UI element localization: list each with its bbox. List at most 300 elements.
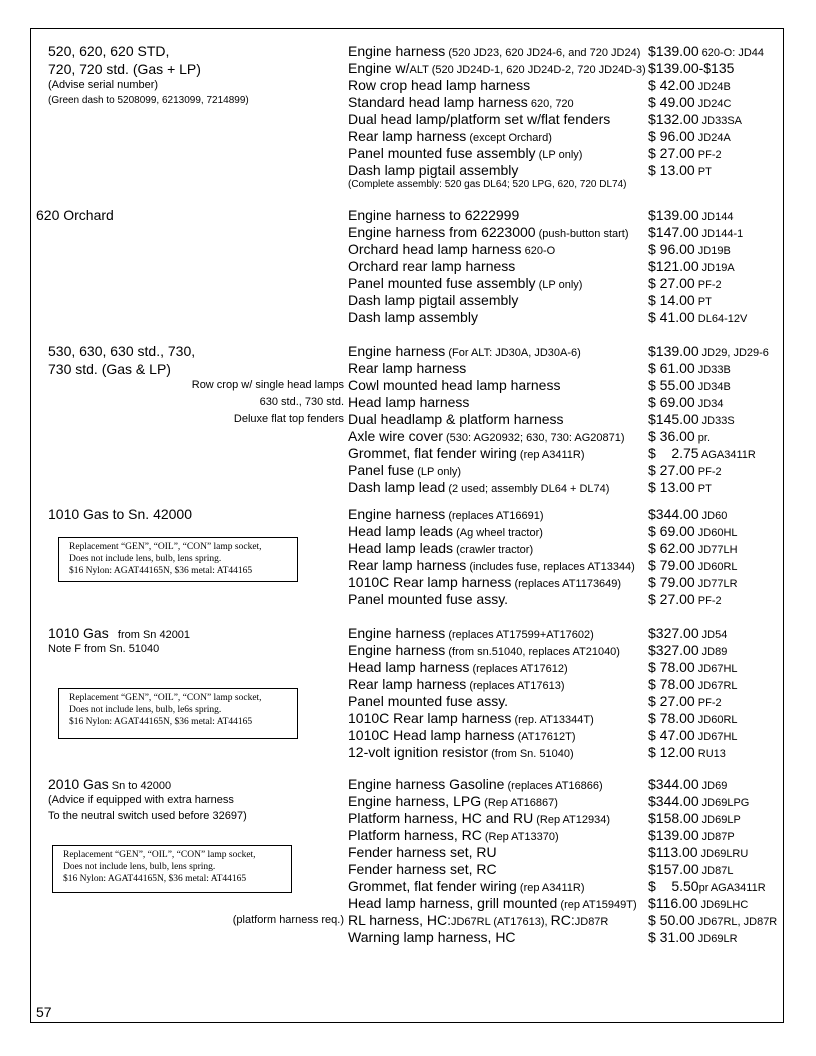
- section-label: (Green dash to 5208099, 6213099, 7214899): [48, 95, 249, 106]
- item-row: [348, 879, 585, 894]
- price-value: $ 96.00: [648, 128, 695, 144]
- item-price: [648, 378, 731, 393]
- item-note: (replaces AT1173649): [511, 578, 622, 590]
- item-name: Head lamp harness: [348, 659, 470, 675]
- part-code: JD33B: [694, 364, 731, 376]
- item-price: [648, 711, 738, 726]
- part-code: JD144-1: [698, 228, 744, 240]
- item-price: [648, 480, 712, 495]
- item-note: (2 used; assembly DL64 + DL74): [445, 483, 610, 495]
- item-note: (For ALT: JD30A, JD30A-6): [445, 347, 581, 359]
- item-price: [648, 643, 727, 658]
- item-row: [348, 862, 497, 876]
- replacement-note-line: Does not include lens, bulb, lens spring.: [63, 862, 216, 872]
- part-code: PT: [694, 483, 712, 495]
- price-value: $ 78.00: [648, 676, 695, 692]
- item-price: [648, 913, 777, 928]
- side-note: Deluxe flat top fenders: [233, 413, 344, 425]
- price-value: $ 36.00: [648, 428, 695, 444]
- replacement-note-line: Replacement “GEN”, “OIL”, “CON” lamp socket,: [63, 850, 256, 860]
- item-name: Orchard rear lamp harness: [348, 258, 516, 274]
- item-row: [348, 276, 582, 291]
- price-value: $ 47.00: [648, 727, 695, 743]
- part-code: PF-2: [694, 697, 722, 709]
- replacement-note-box: [58, 537, 298, 582]
- part-code: JD19B: [694, 245, 731, 257]
- price-value: $ 27.00: [648, 693, 695, 709]
- item-name: Dual head lamp/platform set w/flat fenders: [348, 111, 611, 127]
- item-note: (except Orchard): [466, 132, 552, 144]
- item-price: [648, 129, 731, 144]
- part-code: JD67RL: [694, 680, 738, 692]
- item-row: [348, 163, 518, 177]
- item-name: 1010C Head lamp harness: [348, 727, 515, 743]
- part-code: JD69LHC: [697, 899, 749, 911]
- item-row: [348, 558, 635, 573]
- item-name: Engine harness: [348, 43, 446, 59]
- part-code: JD77LR: [694, 578, 738, 590]
- item-row: [348, 480, 609, 495]
- item-price: [648, 862, 733, 877]
- part-code: JD60RL: [694, 561, 738, 573]
- item-note: 620, 720: [527, 98, 574, 110]
- price-value: $139.00: [648, 43, 699, 59]
- item-price: [648, 242, 731, 257]
- item-name: Orchard head lamp harness: [348, 241, 522, 257]
- item-name: 12-volt ignition resistor: [348, 744, 489, 760]
- item-note: (Ag wheel tractor): [453, 527, 543, 539]
- item-price: [648, 44, 764, 59]
- price-value: $ 27.00: [648, 275, 695, 291]
- item-row: [348, 592, 508, 606]
- price-value: $113.00: [648, 844, 698, 860]
- part-code: JD34: [694, 398, 724, 410]
- item-row: [348, 626, 594, 641]
- price-value: $344.00: [648, 506, 699, 522]
- item-price: [648, 412, 735, 427]
- item-note: (rep. AT13344T): [511, 714, 594, 726]
- price-value: $ 96.00: [648, 241, 695, 257]
- replacement-note-line: $16 Nylon: AGAT44165N, $36 metal: AT44165: [69, 717, 253, 727]
- item-price: [648, 259, 735, 274]
- price-value: $ 31.00: [648, 929, 695, 945]
- item-name: Engine harness from 6223000: [348, 224, 536, 240]
- item-note: (replaces AT17612): [469, 663, 568, 675]
- item-name: Platform harness, RC: [348, 827, 482, 843]
- item-name: Head lamp leads: [348, 540, 454, 556]
- item-note: (replaces AT17613): [466, 680, 565, 692]
- item-price: [648, 592, 722, 607]
- item-row: [348, 429, 625, 444]
- part-code: JD24C: [694, 98, 732, 110]
- item-price: [648, 429, 710, 444]
- item-note: (Rep AT13370): [481, 831, 559, 843]
- part-code: RU13: [694, 748, 726, 760]
- side-note: 630 std., 730 std.: [259, 396, 344, 408]
- item-price: [648, 828, 735, 843]
- part-code: 620-O: JD44: [698, 47, 765, 59]
- price-value: $ 13.00: [648, 479, 695, 495]
- part-code: JD24A: [694, 132, 731, 144]
- item-note: (520 JD23, 620 JD24-6, and 720 JD24): [445, 47, 641, 59]
- item-row: [348, 794, 558, 809]
- item-name: Cowl mounted head lamp harness: [348, 377, 561, 393]
- item-price: [648, 541, 738, 556]
- price-value: $ 2.75: [648, 445, 699, 461]
- item-name: Dash lamp lead: [348, 479, 446, 495]
- side-note: Row crop w/ single head lamps: [191, 379, 344, 391]
- part-code: JD67HL: [694, 731, 738, 743]
- item-name: Fender harness set, RU: [348, 844, 497, 860]
- part-code: JD144: [698, 211, 734, 223]
- item-note: (push-button start): [535, 228, 629, 240]
- item-name: Panel mounted fuse assy.: [348, 693, 509, 709]
- item-price: [648, 896, 748, 911]
- item-row: [348, 463, 461, 478]
- item-name: Fender harness set, RC: [348, 861, 497, 877]
- replacement-note-line: Does not include lens, bulb, lens spring.: [69, 554, 222, 564]
- item-note: (LP only): [535, 149, 583, 161]
- item-price: [648, 208, 733, 223]
- item-name: Engine harness: [348, 625, 446, 641]
- item-row: [348, 44, 640, 59]
- part-code: JD29, JD29-6: [698, 347, 769, 359]
- price-value: $139.00: [648, 207, 699, 223]
- item-name: RL harness, HC:: [348, 912, 451, 928]
- item-note: (rep A3411R): [516, 449, 585, 461]
- item-note: (replaces AT16691): [445, 510, 544, 522]
- price-value: $ 50.00: [648, 912, 695, 928]
- part-code: JD69LRU: [697, 848, 749, 860]
- item-row: [348, 259, 515, 273]
- item-price: [648, 310, 747, 325]
- item-row: [348, 208, 519, 222]
- item-row: [348, 112, 610, 126]
- item-row: [348, 575, 621, 590]
- part-code: JD33S: [698, 415, 735, 427]
- price-value: $139.00-$135: [648, 60, 735, 76]
- item-row: [348, 660, 568, 675]
- item-note: (530: AG20932; 630, 730: AG20871): [442, 432, 625, 444]
- item-price: [648, 446, 756, 461]
- part-code: JD69LPG: [698, 797, 750, 809]
- item-row: [348, 845, 497, 859]
- price-value: $139.00: [648, 343, 699, 359]
- item-note: JD87R: [574, 916, 609, 928]
- item-price: [648, 728, 738, 743]
- item-name: Row crop head lamp harness: [348, 77, 531, 93]
- item-price: [648, 811, 741, 826]
- item-name: Grommet, flat fender wiring: [348, 445, 517, 461]
- item-name: Head lamp harness, grill mounted: [348, 895, 558, 911]
- item-name: Dash lamp assembly: [348, 309, 478, 325]
- side-note: (platform harness req.): [232, 914, 344, 926]
- item-price: [648, 225, 743, 240]
- section-label-suffix: from Sn 42001: [108, 629, 191, 641]
- price-value: $121.00: [648, 258, 699, 274]
- item-price: [648, 146, 722, 161]
- item-name: Standard head lamp harness: [348, 94, 528, 110]
- item-price: [648, 344, 769, 359]
- item-row: [348, 896, 637, 911]
- item-row: [348, 344, 581, 359]
- replacement-note-line: $16 Nylon: AGAT44165N, $36 metal: AT44165: [69, 566, 253, 576]
- item-name: Head lamp leads: [348, 523, 454, 539]
- replacement-note-line: Does not include lens, bulb, le6s spring.: [69, 705, 222, 715]
- page-number: 57: [36, 1004, 52, 1020]
- item-price: [648, 524, 738, 539]
- item-row: [348, 694, 508, 708]
- item-note: (rep AT15949T): [557, 899, 637, 911]
- price-value: $ 27.00: [648, 145, 695, 161]
- part-code: pr AGA3411R: [698, 882, 766, 894]
- part-code: PT: [694, 166, 712, 178]
- price-value: $ 79.00: [648, 557, 695, 573]
- price-value: $158.00: [648, 810, 699, 826]
- item-row: [348, 242, 555, 257]
- item-row: [348, 541, 533, 556]
- price-value: $ 69.00: [648, 523, 695, 539]
- price-value: $ 69.00: [648, 394, 695, 410]
- item-row: [348, 711, 594, 726]
- price-value: $ 14.00: [648, 292, 695, 308]
- item-name: Panel mounted fuse assembly: [348, 145, 536, 161]
- price-value: $327.00: [648, 642, 699, 658]
- part-code: JD69: [698, 780, 728, 792]
- item-name: Head lamp harness: [348, 394, 470, 410]
- price-value: $ 78.00: [648, 710, 695, 726]
- part-code: JD87P: [698, 831, 735, 843]
- item-name: Dual headlamp & platform harness: [348, 411, 564, 427]
- price-value: $344.00: [648, 776, 699, 792]
- item-price: [648, 794, 749, 809]
- item-name: Rear lamp harness: [348, 360, 467, 376]
- section-label: 620 Orchard: [36, 207, 114, 223]
- item-name: Engine harness, LPG: [348, 793, 482, 809]
- item-name: Engine w/: [348, 60, 410, 76]
- item-row: [348, 146, 582, 161]
- item-price: [648, 745, 726, 760]
- item-price: [648, 694, 722, 709]
- price-value: $ 27.00: [648, 591, 695, 607]
- part-code: PF-2: [694, 595, 722, 607]
- item-price: [648, 677, 738, 692]
- price-value: $145.00: [648, 411, 699, 427]
- price-value: $ 41.00: [648, 309, 695, 325]
- item-row: [348, 828, 559, 843]
- item-price: [648, 78, 731, 93]
- item-name: RC:: [550, 912, 575, 928]
- part-code: JD24B: [694, 81, 731, 93]
- item-price: [648, 558, 738, 573]
- item-row: [348, 78, 530, 92]
- price-value: $ 5.50: [648, 878, 699, 894]
- item-price: [648, 507, 727, 522]
- part-code: PT: [694, 296, 712, 308]
- item-note: (includes fuse, replaces AT13344): [466, 561, 635, 573]
- replacement-note-line: $16 Nylon: AGAT44165N, $36 metal: AT44165: [63, 874, 247, 884]
- price-value: $147.00: [648, 224, 699, 240]
- item-name: Rear lamp harness: [348, 128, 467, 144]
- item-note: (rep A3411R): [516, 882, 585, 894]
- price-value: $ 78.00: [648, 659, 695, 675]
- item-row: [348, 777, 603, 792]
- section-label: 530, 630, 630 std., 730,: [48, 343, 196, 359]
- item-price: [648, 276, 722, 291]
- part-code: JD89: [698, 646, 728, 658]
- item-note: (AT17612T): [514, 731, 576, 743]
- item-row: [348, 225, 629, 240]
- item-note: (replaces AT17599+AT17602): [445, 629, 594, 641]
- item-row: [348, 745, 574, 760]
- part-code: PF-2: [694, 149, 722, 161]
- section-label: 1010 Gas to Sn. 42000: [48, 506, 192, 522]
- price-value: $ 79.00: [648, 574, 695, 590]
- item-price: [648, 575, 738, 590]
- item-price: [648, 112, 742, 127]
- item-row: [348, 361, 466, 375]
- part-code: JD60HL: [694, 527, 738, 539]
- price-value: $ 42.00: [648, 77, 695, 93]
- price-value: $ 62.00: [648, 540, 695, 556]
- item-price: [648, 777, 727, 792]
- replacement-note-line: Replacement “GEN”, “OIL”, “CON” lamp socket,: [69, 693, 262, 703]
- item-note: ALT (520 JD24D-1, 620 JD24D-2, 720 JD24D-3): [409, 64, 646, 76]
- section-label: 520, 620, 620 STD,: [48, 43, 170, 59]
- item-note: (from sn.51040, replaces AT21040): [445, 646, 620, 658]
- part-code: pr.: [694, 432, 711, 444]
- price-value: $327.00: [648, 625, 699, 641]
- item-row: [348, 677, 565, 692]
- item-price: [648, 395, 723, 410]
- item-row: [348, 378, 560, 392]
- item-name: Grommet, flat fender wiring: [348, 878, 517, 894]
- replacement-note-box: [52, 845, 292, 893]
- section-label: 2010 Gas Sn to 42000: [48, 776, 172, 792]
- price-value: $ 12.00: [648, 744, 695, 760]
- price-value: $157.00: [648, 861, 699, 877]
- price-value: $ 49.00: [648, 94, 695, 110]
- item-row: [348, 643, 620, 658]
- part-code: PF-2: [694, 279, 722, 291]
- item-price: [648, 660, 738, 675]
- item-name: Rear lamp harness: [348, 676, 467, 692]
- item-row: [348, 728, 575, 743]
- item-price: [648, 95, 731, 110]
- part-code: DL64-12V: [694, 313, 748, 325]
- item-row: [348, 395, 469, 409]
- item-name: Engine harness: [348, 642, 446, 658]
- price-value: $ 61.00: [648, 360, 695, 376]
- item-price: [648, 463, 722, 478]
- replacement-note-line: Replacement “GEN”, “OIL”, “CON” lamp socket,: [69, 542, 262, 552]
- item-name: 1010C Rear lamp harness: [348, 710, 512, 726]
- item-row: [348, 507, 544, 522]
- price-value: $ 55.00: [648, 377, 695, 393]
- section-label-suffix: Sn to 42000: [108, 780, 172, 792]
- item-name: Panel mounted fuse assembly: [348, 275, 536, 291]
- section-footnote: (Complete assembly: 520 gas DL64; 520 LPG, 620, 720 DL74): [348, 179, 627, 190]
- price-value: $ 13.00: [648, 162, 695, 178]
- item-row: [348, 446, 585, 461]
- part-code: JD54: [698, 629, 728, 641]
- item-price: [648, 293, 712, 308]
- item-note: (Rep AT12934): [533, 814, 611, 826]
- item-row: [348, 412, 564, 426]
- item-name: 1010C Rear lamp harness: [348, 574, 512, 590]
- item-price: [648, 361, 731, 376]
- item-name: Engine harness: [348, 343, 446, 359]
- section-label: 1010 Gas from Sn 42001: [48, 625, 191, 641]
- item-name: Engine harness Gasoline: [348, 776, 505, 792]
- part-code: JD34B: [694, 381, 731, 393]
- part-code: JD69LP: [698, 814, 741, 826]
- price-value: $344.00: [648, 793, 699, 809]
- item-name: Engine harness to 6222999: [348, 207, 520, 223]
- part-code: JD19A: [698, 262, 735, 274]
- price-value: $139.00: [648, 827, 699, 843]
- price-value: $132.00: [648, 111, 699, 127]
- item-row: [348, 524, 543, 539]
- section-label: 720, 720 std. (Gas + LP): [48, 61, 201, 77]
- item-name: Engine harness: [348, 506, 446, 522]
- section-label: Note F from Sn. 51040: [48, 643, 160, 655]
- item-name: Dash lamp pigtail assembly: [348, 162, 519, 178]
- item-name: Dash lamp pigtail assembly: [348, 292, 519, 308]
- item-note: (replaces AT16866): [504, 780, 603, 792]
- item-name: Warning lamp harness, HC: [348, 929, 516, 945]
- item-name: Panel mounted fuse assy.: [348, 591, 509, 607]
- part-code: JD60RL: [694, 714, 738, 726]
- item-row: [348, 913, 608, 928]
- price-value: $ 27.00: [648, 462, 695, 478]
- section-label: (Advice if equipped with extra harness: [48, 794, 234, 806]
- item-note: (LP only): [414, 466, 462, 478]
- item-note: (LP only): [535, 279, 583, 291]
- item-name: Rear lamp harness: [348, 557, 467, 573]
- item-price: [648, 626, 727, 641]
- section-label: 730 std. (Gas & LP): [48, 361, 171, 377]
- item-note: 620-O: [521, 245, 556, 257]
- item-note: (Rep AT16867): [481, 797, 558, 809]
- part-code: JD67HL: [694, 663, 738, 675]
- item-price: [648, 845, 748, 860]
- part-code: AGA3411R: [698, 449, 756, 461]
- part-code: JD77LH: [694, 544, 738, 556]
- part-code: PF-2: [694, 466, 722, 478]
- item-note: (from Sn. 51040): [488, 748, 574, 760]
- item-name: Axle wire cover: [348, 428, 443, 444]
- item-row: [348, 95, 574, 110]
- item-price: [648, 61, 734, 75]
- part-code: JD60: [698, 510, 728, 522]
- item-row: [348, 129, 552, 144]
- item-row: [348, 293, 518, 307]
- item-row: [348, 811, 610, 826]
- part-code: JD69LR: [694, 933, 738, 945]
- item-note: (crawler tractor): [453, 544, 534, 556]
- part-code: JD87L: [698, 865, 734, 877]
- item-row: [348, 310, 478, 324]
- item-row: [348, 61, 646, 76]
- section-label: To the neutral switch used before 32697): [48, 810, 247, 822]
- item-name: Panel fuse: [348, 462, 415, 478]
- replacement-note-box: [58, 688, 298, 739]
- item-price: [648, 879, 766, 894]
- item-name: Platform harness, HC and RU: [348, 810, 534, 826]
- part-code: JD33SA: [698, 115, 743, 127]
- section-label: (Advise serial number): [48, 79, 159, 91]
